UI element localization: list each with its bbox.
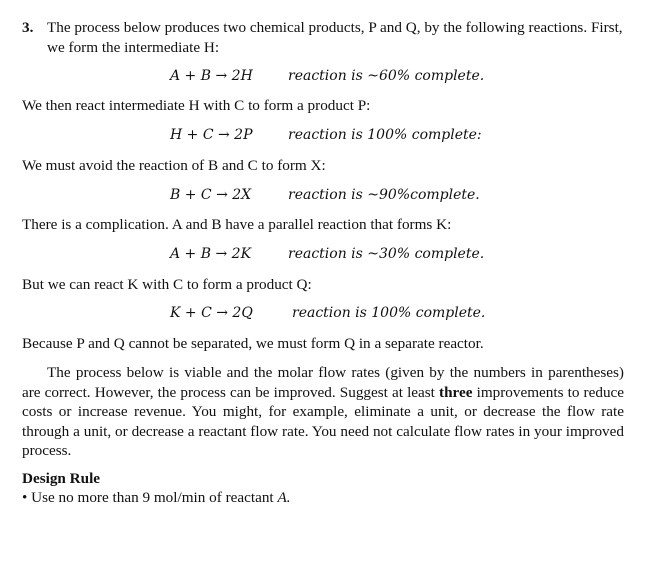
reaction-4-note: reaction is ~30% complete. xyxy=(288,246,485,262)
text-1: We then react intermediate H with C to form a product P: xyxy=(22,97,371,114)
reaction-4-equation: A + B → 2K xyxy=(170,246,252,262)
paragraph-emphasis: three xyxy=(439,383,473,401)
text-2: We must avoid the reaction of B and C to form X: xyxy=(22,157,326,174)
bullet: • xyxy=(22,489,28,506)
instruction-paragraph xyxy=(22,363,624,461)
design-rule-item xyxy=(22,489,291,507)
reaction-1-equation: A + B → 2H xyxy=(170,68,253,84)
reaction-3-note: reaction is ~90%complete. xyxy=(288,187,480,203)
design-rule-heading: Design Rule xyxy=(22,470,101,487)
reaction-5-note: reaction is 100% complete. xyxy=(292,305,486,321)
reaction-1-note: reaction is ~60% complete. xyxy=(288,68,485,84)
text-4: But we can react K with C to form a product Q: xyxy=(22,276,312,293)
reaction-3-equation: B + C → 2X xyxy=(170,187,252,203)
reaction-2-equation: H + C → 2P xyxy=(170,127,253,143)
paragraph-part-2: improvements to reduce costs or increase revenue. You might, for example, eliminate a unit, or decrease the flow rate through a unit, or decrease a reactant flow rate. You need not calculate flow rates in your improved process. xyxy=(22,383,625,460)
text-3: There is a complication. A and B have a parallel reaction that forms K: xyxy=(22,216,452,233)
intro-line-2: we form the intermediate H: xyxy=(47,39,220,56)
reaction-5-equation: K + C → 2Q xyxy=(170,305,253,321)
intro-line-1: The process below produces two chemical products, P and Q, by the following reactions. First, xyxy=(47,19,623,36)
design-rule-reactant: A. xyxy=(277,489,291,506)
text-5: Because P and Q cannot be separated, we must form Q in a separate reactor. xyxy=(22,335,484,352)
problem-number: 3. xyxy=(22,19,34,36)
design-rule-text: Use no more than 9 mol/min of reactant xyxy=(31,489,274,506)
paragraph-part-1: The process below is viable and the molar flow rates (given by the numbers in parentheses) are correct. However, the process can be improved. Suggest at least xyxy=(22,364,624,401)
reaction-2-note: reaction is 100% complete: xyxy=(288,127,482,143)
